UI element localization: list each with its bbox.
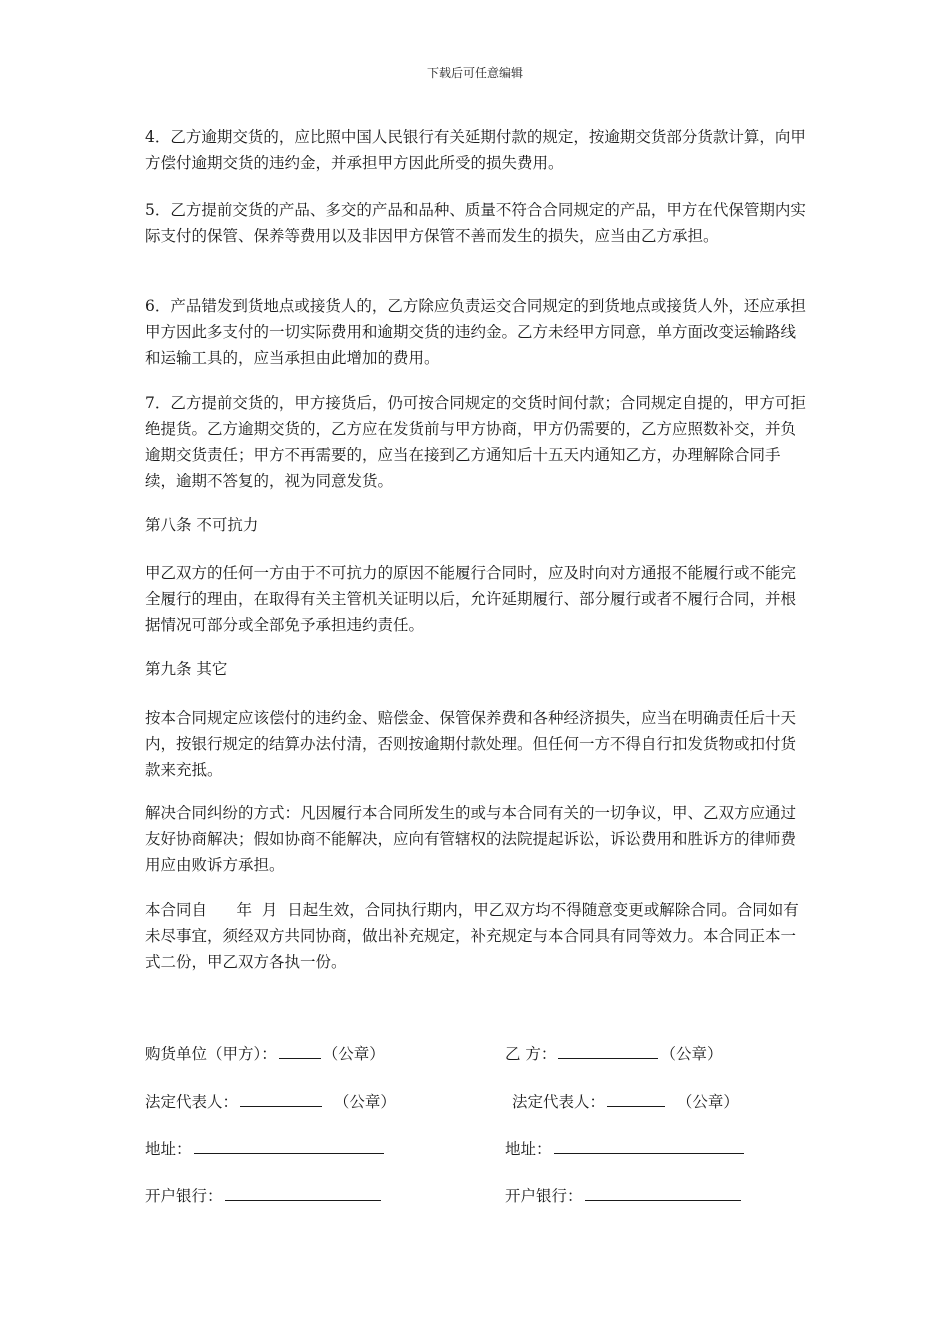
seller-bank-blank[interactable] — [585, 1185, 741, 1201]
article-8-title: 第八条 不可抗力 — [145, 516, 259, 534]
article-9-title: 第九条 其它 — [145, 660, 228, 678]
clause-4: 4．乙方逾期交货的，应比照中国人民银行有关延期付款的规定，按逾期交货部分货款计算，向甲方偿付逾期交货的违约金，并承担甲方因此所受的损失费用。 — [145, 128, 806, 172]
buyer-rep-line — [145, 1091, 396, 1113]
buyer-rep-label: 法定代表人： — [145, 1093, 239, 1111]
seller-blank[interactable] — [558, 1043, 658, 1059]
seller-address-blank[interactable] — [554, 1138, 744, 1154]
buyer-bank-line — [145, 1185, 383, 1207]
article-9-text-3: 本合同自 年 月 日起生效，合同执行期内，甲乙双方均不得随意变更或解除合同。合同如有未尽事宜，须经双方共同协商，做出补充规定，补充规定与本合同具有同等效力。本合同正本一式二份，甲乙双方各执一份。 — [145, 901, 799, 971]
buyer-label: 购货单位（甲方）： — [145, 1045, 277, 1063]
seller-address-line — [505, 1138, 746, 1160]
clause-6: 6．产品错发到货地点或接货人的，乙方除应负责运交合同规定的到货地点或接货人外，还应承担甲方因此多支付的一切实际费用和逾期交货的违约金。乙方未经甲方同意，单方面改变运输路线和运输工具的，应当承担由此增加的费用。 — [145, 297, 806, 367]
clause-5: 5．乙方提前交货的产品、多交的产品和品种、质量不符合合同规定的产品，甲方在代保管期内实际支付的保管、保养等费用以及非因甲方保管不善而发生的损失，应当由乙方承担。 — [145, 201, 806, 245]
article-9-text-2: 解决合同纠纷的方式：凡因履行本合同所发生的或与本合同有关的一切争议，甲、乙双方应通过友好协商解决；假如协商不能解决，应向有管辖权的法院提起诉讼，诉讼费用和胜诉方的律师费用应由败诉方承担。 — [145, 804, 797, 874]
seller-line — [505, 1043, 722, 1065]
buyer-address-label: 地址： — [145, 1140, 192, 1158]
seller-rep-seal: （公章） — [676, 1093, 739, 1111]
buyer-blank[interactable] — [279, 1043, 321, 1059]
clause-7: 7．乙方提前交货的，甲方接货后，仍可按合同规定的交货时间付款；合同规定自提的，甲方可拒绝提货。乙方逾期交货的，乙方应在发货前与甲方协商，甲方仍需要的，乙方应照数补交，并负逾期交货责任；甲方不再需要的，应当在接到乙方通知后十五天内通知乙方，办理解除合同手续，逾期不答复的，视为同意发货。 — [145, 394, 806, 490]
buyer-address-blank[interactable] — [194, 1138, 384, 1154]
buyer-rep-seal: （公章） — [333, 1093, 396, 1111]
buyer-seal: （公章） — [322, 1045, 385, 1063]
seller-rep-line — [512, 1091, 739, 1113]
seller-label: 乙 方： — [505, 1045, 557, 1063]
buyer-bank-blank[interactable] — [225, 1185, 381, 1201]
seller-rep-blank[interactable] — [607, 1091, 665, 1107]
seller-rep-label: 法定代表人： — [512, 1093, 606, 1111]
article-9-text-1: 按本合同规定应该偿付的违约金、赔偿金、保管保养费和各种经济损失，应当在明确责任后十天内，按银行规定的结算办法付清，否则按逾期付款处理。但任何一方不得自行扣发货物或扣付货款来充抵。 — [145, 709, 797, 779]
seller-bank-label: 开户银行： — [505, 1187, 583, 1205]
seller-seal: （公章） — [660, 1045, 723, 1063]
buyer-line — [145, 1043, 385, 1065]
seller-address-label: 地址： — [505, 1140, 552, 1158]
header-note: 下载后可任意编辑 — [426, 66, 523, 80]
buyer-rep-blank[interactable] — [240, 1091, 322, 1107]
article-8-text: 甲乙双方的任何一方由于不可抗力的原因不能履行合同时，应及时向对方通报不能履行或不能完全履行的理由，在取得有关主管机关证明以后，允许延期履行、部分履行或者不履行合同，并根据情况可部分或全部免予承担违约责任。 — [145, 564, 797, 634]
seller-bank-line — [505, 1185, 743, 1207]
buyer-address-line — [145, 1138, 386, 1160]
buyer-bank-label: 开户银行： — [145, 1187, 223, 1205]
